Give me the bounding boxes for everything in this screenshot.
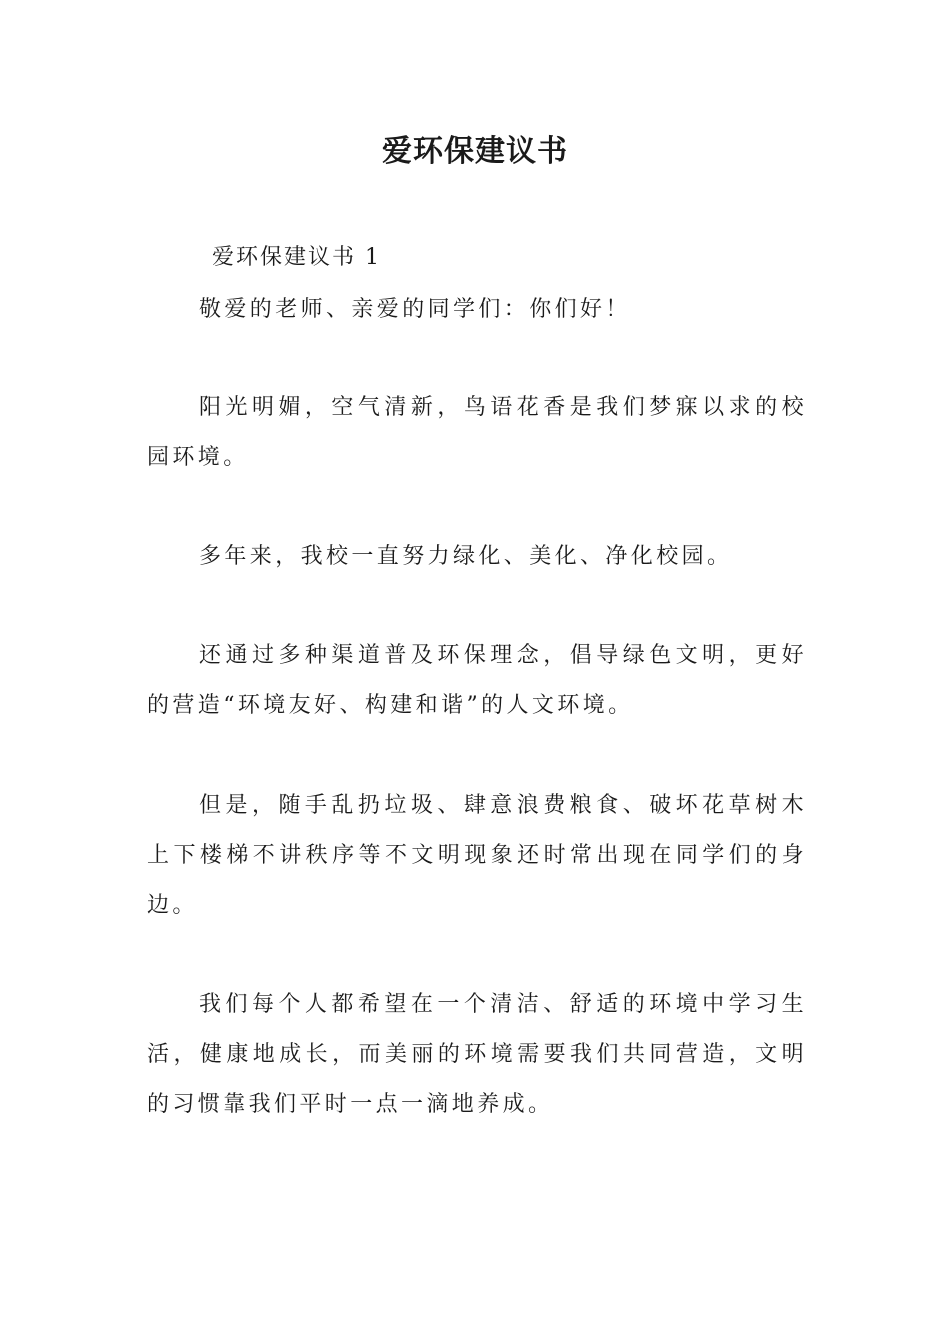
paragraph-4: 但是，随手乱扔垃圾、肆意浪费粮食、破坏花草树木上下楼梯不讲秩序等不文明现象还时常出现在同学们的身边。 — [147, 793, 807, 918]
paragraph-2: 多年来，我校一直努力绿化、美化、净化校园。 — [199, 544, 733, 569]
document-title: 爱环保建议书 — [382, 134, 568, 169]
document-subtitle: 爱环保建议书 1 — [212, 245, 381, 270]
greeting-line: 敬爱的老师、亲爱的同学们：你们好！ — [199, 297, 631, 322]
paragraph-3: 还通过多种渠道普及环保理念，倡导绿色文明，更好的营造“环境友好、构建和谐”的人文环境。 — [147, 643, 807, 718]
paragraph-1: 阳光明媚，空气清新，鸟语花香是我们梦寐以求的校园环境。 — [147, 395, 807, 470]
paragraph-5: 我们每个人都希望在一个清洁、舒适的环境中学习生活，健康地成长，而美丽的环境需要我们共同营造，文明的习惯靠我们平时一点一滴地养成。 — [147, 992, 807, 1117]
